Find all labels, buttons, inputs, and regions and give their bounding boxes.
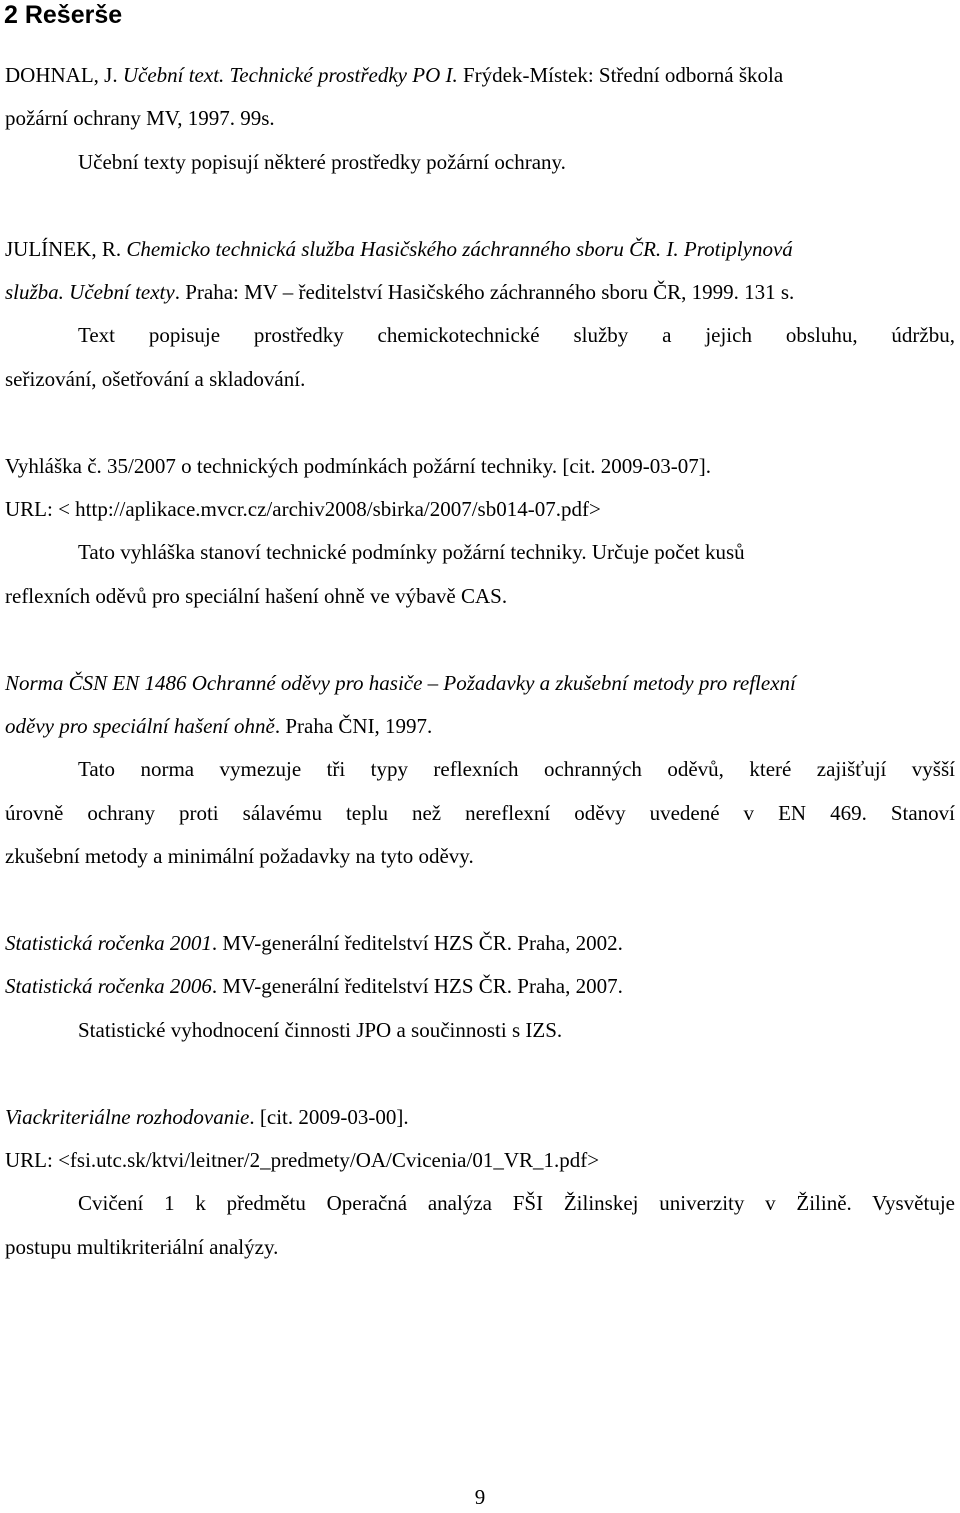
reference-rocenka — [5, 922, 955, 1052]
reference-publisher: . MV-generální ředitelství HZS ČR. Praha, 2002. — [211, 931, 623, 956]
reference-annotation: úrovně ochrany proti sálavému teplu než nereflexní oděvy uvedené v EN 469. Stanoví — [5, 800, 955, 825]
reference-publisher: . [cit. 2009-03-00]. — [249, 1104, 409, 1129]
reference-title: oděvy pro speciální hašení ohně — [5, 714, 275, 739]
reference-annotation: Tato norma vymezuje tři typy reflexních ochranných oděvů, které zajišťují vyšší — [78, 757, 955, 782]
reference-author: DOHNAL, J. — [5, 63, 123, 87]
section-heading: 2 Rešerše — [4, 1, 123, 29]
entry-spacer — [5, 879, 955, 922]
reference-url: URL: < http://aplikace.mvcr.cz/archiv2008/sbirka/2007/sb014-07.pdf> — [5, 497, 601, 522]
reference-citation-line: Vyhláška č. 35/2007 o technických podmínkách požární techniky. [cit. 2009-03-07]. — [5, 453, 712, 478]
reference-title: Viackriteriálne rozhodovanie — [5, 1104, 250, 1129]
reference-publisher: Frýdek-Místek: Střední odborná škola — [457, 63, 784, 87]
page-number: 9 — [474, 1485, 486, 1509]
reference-title: Norma ČSN EN 1486 Ochranné oděvy pro hasiče – Požadavky a zkušební metody pro reflexní — [5, 670, 796, 695]
reference-vyhlaska — [5, 445, 955, 619]
reference-annotation: postupu multikriteriální analýzy. — [5, 1234, 279, 1259]
reference-author: JULÍNEK, R. — [5, 236, 127, 261]
reference-publisher-line: požární ochrany MV, 1997. 99s. — [5, 106, 275, 131]
reference-annotation: Tato vyhláška stanoví technické podmínky požární techniky. Určuje počet kusů — [78, 540, 745, 565]
entry-spacer — [5, 1052, 955, 1095]
reference-title: Statistická ročenka 2001 — [5, 931, 212, 956]
reference-norma — [5, 662, 955, 879]
reference-citation-line — [5, 922, 955, 965]
reference-dohnal — [5, 54, 955, 184]
entry-spacer — [5, 618, 955, 661]
reference-annotation: Statistické vyhodnocení činnosti JPO a součinnosti s IZS. — [78, 1017, 563, 1042]
reference-title: Učební text. Technické prostředky PO I. — [122, 63, 458, 87]
reference-publisher: . Praha ČNI, 1997. — [274, 714, 433, 739]
reference-annotation: reflexních oděvů pro speciální hašení ohně ve výbavě CAS. — [5, 583, 508, 608]
reference-annotation: Učební texty popisují některé prostředky požární ochrany. — [78, 149, 566, 174]
reference-citation-line — [5, 965, 955, 1008]
entry-spacer — [5, 401, 955, 444]
reference-citation-line — [5, 705, 955, 748]
reference-citation-line — [5, 228, 955, 271]
reference-annotation: Text popisuje prostředky chemickotechnické služby a jejich obsluhu, údržbu, — [78, 323, 955, 348]
reference-annotation: seřizování, ošetřování a skladování. — [5, 366, 306, 391]
reference-citation-line — [5, 271, 955, 314]
reference-citation-line — [5, 54, 955, 97]
entry-spacer — [5, 184, 955, 227]
reference-viackriterialne — [5, 1096, 955, 1270]
reference-list — [5, 54, 955, 1269]
reference-annotation: Cvičení 1 k předmětu Operačná analýza FŠI Žilinskej univerzity v Žilině. Vysvětuje — [78, 1191, 955, 1216]
reference-title: Statistická ročenka 2006 — [5, 974, 212, 999]
reference-citation-line — [5, 662, 955, 705]
reference-title: Chemicko technická služba Hasičského záchranného sboru ČR. I. Protiplynová — [126, 236, 793, 261]
reference-julinek — [5, 228, 955, 402]
reference-publisher: . Praha: MV – ředitelství Hasičského záchranného sboru ČR, 1999. 131 s. — [174, 280, 795, 305]
reference-url: URL: <fsi.utc.sk/ktvi/leitner/2_predmety/OA/Cvicenia/01_VR_1.pdf> — [5, 1148, 600, 1173]
reference-annotation: zkušební metody a minimální požadavky na tyto oděvy. — [5, 844, 474, 869]
reference-publisher: . MV-generální ředitelství HZS ČR. Praha, 2007. — [211, 974, 623, 999]
reference-citation-line — [5, 1096, 955, 1139]
reference-title: služba. Učební texty — [5, 280, 175, 305]
